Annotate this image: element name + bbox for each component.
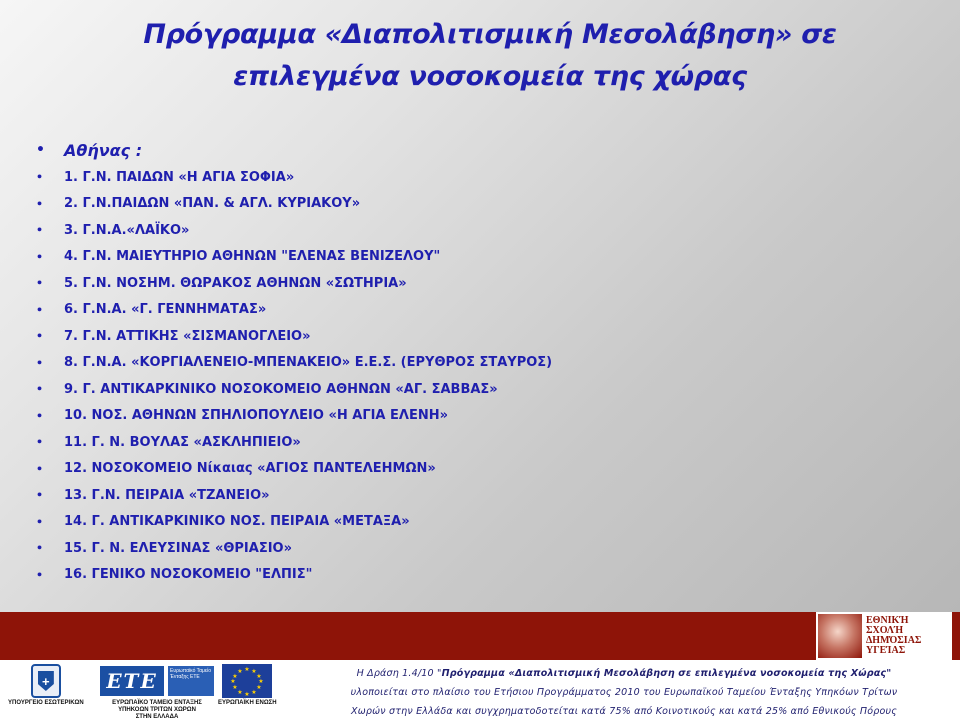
ete-mark: ΕΤΕ [100, 666, 164, 696]
list-item [36, 191, 936, 218]
ete-caption-3: ΣΤΗΝ ΕΛΛΑΔΑ [135, 714, 179, 720]
bullet-icon: • [36, 276, 44, 290]
list-item-label: 10. ΝΟΣ. ΑΘΗΝΩΝ ΣΠΗΛΙΟΠΟΥΛΕΙΟ «Η ΑΓΙΑ ΕΛΕΝΗ» [64, 408, 449, 424]
list-item-label: 14. Γ. ΑΝΤΙΚΑΡΚΙΝΙΚΟ ΝΟΣ. ΠΕΙΡΑΙΑ «ΜΕΤΑΞΑ» [64, 514, 410, 530]
list-item-label: 4. Γ.Ν. ΜΑΙΕΥΤΗΡΙΟ ΑΘΗΝΩΝ "ΕΛΕΝΑΣ ΒΕΝΙΖΕΛΟΥ" [64, 249, 441, 265]
eu-logo [218, 664, 277, 707]
bullet-icon: • [36, 488, 44, 502]
eu-flag-icon: ★ ★ ★ ★ ★ ★ ★ ★ ★ ★ ★ ★ [222, 664, 272, 698]
school-name [866, 616, 921, 656]
list-item-label: 11. Γ. Ν. ΒΟΥΛΑΣ «ΑΣΚΛΗΠΙΕΙΟ» [64, 434, 301, 450]
ministry-logo [8, 664, 84, 707]
list-item-label: 15. Γ. Ν. ΕΛΕΥΣΙΝΑΣ «ΘΡΙΑΣΙΟ» [64, 540, 292, 556]
list-item [36, 429, 936, 456]
list-item [36, 270, 936, 297]
greek-crest-icon [31, 664, 61, 698]
bullet-icon: • [36, 409, 44, 423]
list-item-label: 13. Γ.Ν. ΠΕΙΡΑΙΑ «ΤΖΑΝΕΙΟ» [64, 487, 270, 503]
school-emblem-icon [818, 614, 862, 658]
list-item-label: 8. Γ.Ν.Α. «ΚΟΡΓΙΑΛΕΝΕΙΟ-ΜΠΕΝΑΚΕΙΟ» Ε.Ε.Σ. (ΕΡΥΘΡΟΣ ΣΤΑΥΡΟΣ) [64, 355, 553, 371]
school-line-4: ΥΓΕΊΑΣ [866, 645, 906, 656]
title-line-2: επιλεγμένα νοσοκομεία της χώρας [233, 61, 747, 92]
list-heading-label: Αθήνας : [64, 140, 143, 160]
list-item [36, 376, 936, 403]
list-item [36, 482, 936, 509]
ete-caption-1: ΕΥΡΩΠΑΪΚΟ ΤΑΜΕΙΟ ΕΝΤΑΞΗΣ [112, 700, 202, 706]
list-item [36, 562, 936, 589]
ministry-caption: ΥΠΟΥΡΓΕΙΟ ΕΣΩΤΕΡΙΚΩΝ [8, 700, 84, 706]
list-item-label: 6. Γ.Ν.Α. «Γ. ΓΕΝΝΗΜΑΤΑΣ» [64, 302, 267, 318]
funding-note [296, 664, 952, 720]
list-item [36, 217, 936, 244]
funding-line-1-prefix: Η Δράση 1.4/10 " [356, 668, 442, 679]
bullet-icon: • [36, 303, 44, 317]
list-item [36, 403, 936, 430]
bullet-icon: • [36, 382, 44, 396]
title-line-1: Πρόγραμμα «Διαπολιτισμική Μεσολάβηση» σε [143, 19, 837, 50]
list-item [36, 244, 936, 271]
list-item-label: 1. Γ.Ν. ΠΑΙΔΩΝ «Η ΑΓΙΑ ΣΟΦΙΑ» [64, 169, 295, 185]
school-line-2: ΣΧΟΛΉ [866, 625, 904, 636]
funding-line-1 [296, 664, 952, 683]
ete-caption-2: ΥΠΗΚΟΩΝ ΤΡΙΤΩΝ ΧΩΡΩΝ [118, 707, 196, 713]
list-item-label: 2. Γ.Ν.ΠΑΙΔΩΝ «ΠΑΝ. & ΑΓΛ. ΚΥΡΙΑΚΟΥ» [64, 196, 361, 212]
bullet-icon: • [36, 329, 44, 343]
ete-side-label: Ευρωπαϊκό Ταμείο Ένταξης ΕΤΕ [168, 666, 214, 696]
list-item [36, 297, 936, 324]
bullet-icon: • [36, 568, 44, 582]
list-item-label: 9. Γ. ΑΝΤΙΚΑΡΚΙΝΙΚΟ ΝΟΣΟΚΟΜΕΙΟ ΑΘΗΝΩΝ «ΑΓ. ΣΑΒΒΑΣ» [64, 381, 498, 397]
funding-line-2: υλοποιείται στο πλαίσιο του Ετήσιου Προγράμματος 2010 του Ευρωπαϊκού Ταμείου Ένταξης Υπηκόων Τρίτων [350, 687, 898, 698]
bullet-icon: • [36, 356, 44, 370]
bullet-icon: • [36, 142, 45, 158]
list-item [36, 535, 936, 562]
bullet-icon: • [36, 515, 44, 529]
list-item-label: 5. Γ.Ν. ΝΟΣΗΜ. ΘΩΡΑΚΟΣ ΑΘΗΝΩΝ «ΣΩΤΗΡΙΑ» [64, 275, 407, 291]
list-item-label: 3. Γ.Ν.Α.«ΛΑΪΚΟ» [64, 222, 190, 238]
school-line-1: ΕΘΝΙΚΉ [866, 615, 909, 626]
list-item-label: 7. Γ.Ν. ΑΤΤΙΚΗΣ «ΣΙΣΜΑΝΟΓΛΕΙΟ» [64, 328, 311, 344]
bullet-icon: • [36, 170, 44, 184]
bullet-icon: • [36, 462, 44, 476]
list-heading [36, 136, 936, 164]
page-title [60, 14, 920, 98]
list-item [36, 509, 936, 536]
school-logo [816, 612, 952, 660]
eu-caption: ΕΥΡΩΠΑΪΚΗ ΕΝΩΣΗ [218, 700, 277, 706]
list-item [36, 350, 936, 377]
ete-logo [100, 664, 214, 720]
list-item-label: 16. ΓΕΝΙΚΟ ΝΟΣΟΚΟΜΕΙΟ "ΕΛΠΙΣ" [64, 567, 313, 583]
school-line-3: ΔΗΜΌΣΙΑΣ [866, 635, 922, 646]
hospital-list [36, 136, 936, 588]
list-item-label: 12. ΝΟΣΟΚΟΜΕΙΟ Νίκαιας «ΑΓΙΟΣ ΠΑΝΤΕΛΕΗΜΩΝ» [64, 461, 436, 477]
list-item [36, 323, 936, 350]
bullet-icon: • [36, 541, 44, 555]
bullet-icon: • [36, 223, 44, 237]
funding-line-1-title: Πρόγραμμα «Διαπολιτισμική Μεσολάβηση σε επιλεγμένα νοσοκομεία της Χώρας" [441, 668, 892, 679]
bullet-icon: • [36, 250, 44, 264]
bullet-icon: • [36, 197, 44, 211]
list-item [36, 456, 936, 483]
bullet-icon: • [36, 435, 44, 449]
list-item [36, 164, 936, 191]
funding-line-3: Χωρών στην Ελλάδα και συγχρηματοδοτείται κατά 75% από Κοινοτικούς και κατά 25% από Εθνικούς Πόρους [351, 706, 897, 717]
